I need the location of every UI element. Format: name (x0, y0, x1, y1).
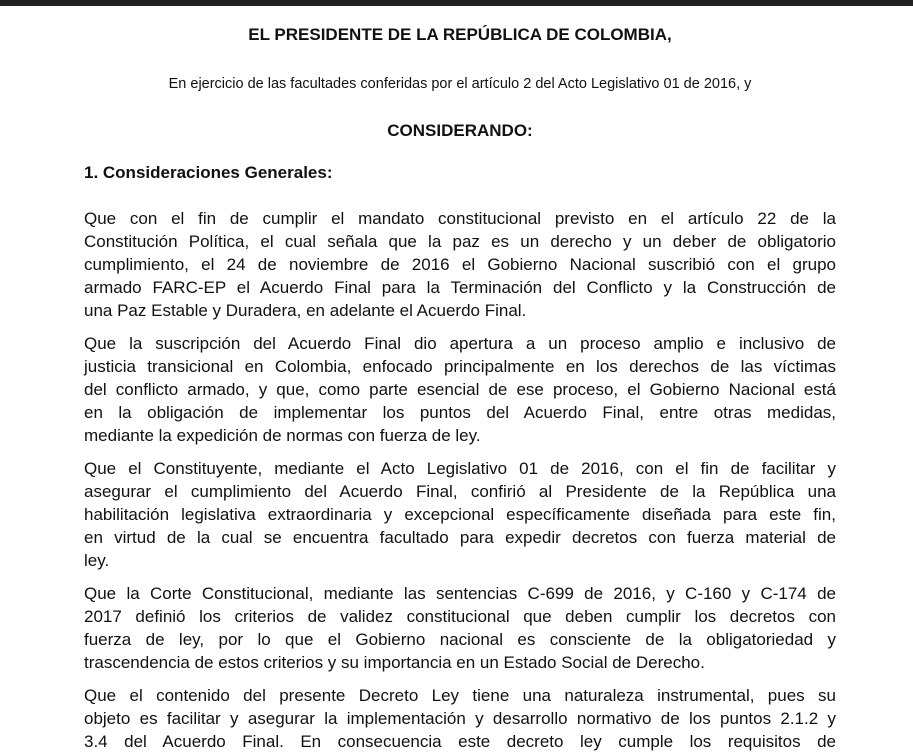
paragraph-line: justicia transicional en Colombia, enfocado principalmente en los derechos de las víctimas (84, 357, 836, 376)
paragraph-3 (84, 457, 836, 572)
paragraph-line: Que la Corte Constitucional, mediante las sentencias C-699 de 2016, y C-160 y C-174 de (84, 584, 836, 603)
document-title: EL PRESIDENTE DE LA REPÚBLICA DE COLOMBIA, (248, 25, 672, 44)
paragraph-line: asegurar el cumplimiento del Acuerdo Final, confirió al Presidente de la República una (84, 482, 836, 501)
paragraph-line: del conflicto armado, y que, como parte esencial de ese proceso, el Gobierno Nacional está (84, 380, 836, 399)
section-heading: 1. Consideraciones Generales: (84, 163, 333, 182)
paragraph-2 (84, 332, 836, 447)
paragraph-line: Que el contenido del presente Decreto Ley tiene una naturaleza instrumental, pues su (84, 686, 836, 705)
intro-clause: En ejercicio de las facultades conferidas por el artículo 2 del Acto Legislativo 01 de 2016, y (168, 76, 752, 92)
paragraph-4 (84, 582, 836, 674)
paragraph-line: en la obligación de implementar los puntos del Acuerdo Final, entre otras medidas, (84, 403, 836, 422)
paragraph-5 (84, 684, 836, 753)
paragraph-line: habilitación legislativa extraordinaria y excepcional específicamente diseñada para este fin, (84, 505, 836, 524)
paragraph-line: ley. (84, 551, 110, 570)
paragraph-line: en virtud de la cual se encuentra facultado para expedir decretos con fuerza material de (84, 528, 836, 547)
paragraph-line: 2017 definió los criterios de validez constitucional que deben cumplir los decretos con (84, 607, 836, 626)
paragraph-line: una Paz Estable y Duradera, en adelante el Acuerdo Final. (84, 301, 527, 320)
page-top-border (0, 0, 913, 6)
paragraph-line: fuerza de ley, por lo que el Gobierno nacional es consciente de la obligatoriedad y (84, 630, 836, 649)
paragraph-line: armado FARC-EP el Acuerdo Final para la Terminación del Conflicto y la Construcción de (84, 278, 836, 297)
paragraph-line: 3.4 del Acuerdo Final. En consecuencia este decreto ley cumple los requisitos de (84, 732, 836, 751)
paragraph-line: objeto es facilitar y asegurar la implementación y desarrollo normativo de los puntos 2.1.2 y (84, 709, 836, 728)
paragraph-line: Que con el fin de cumplir el mandato constitucional previsto en el artículo 22 de la (84, 209, 836, 228)
paragraph-line: Constitución Política, el cual señala que la paz es un derecho y un deber de obligatorio (84, 232, 836, 251)
paragraph-line: cumplimiento, el 24 de noviembre de 2016 el Gobierno Nacional suscribió con el grupo (84, 255, 836, 274)
considerando-heading: CONSIDERANDO: (387, 121, 533, 140)
paragraph-line: mediante la expedición de normas con fuerza de ley. (84, 426, 481, 445)
paragraph-line: trascendencia de estos criterios y su importancia en un Estado Social de Derecho. (84, 653, 705, 672)
paragraph-line: Que el Constituyente, mediante el Acto Legislativo 01 de 2016, con el fin de facilitar y (84, 459, 836, 478)
paragraph-line: Que la suscripción del Acuerdo Final dio apertura a un proceso amplio e inclusivo de (84, 334, 836, 353)
paragraph-1 (84, 207, 836, 322)
